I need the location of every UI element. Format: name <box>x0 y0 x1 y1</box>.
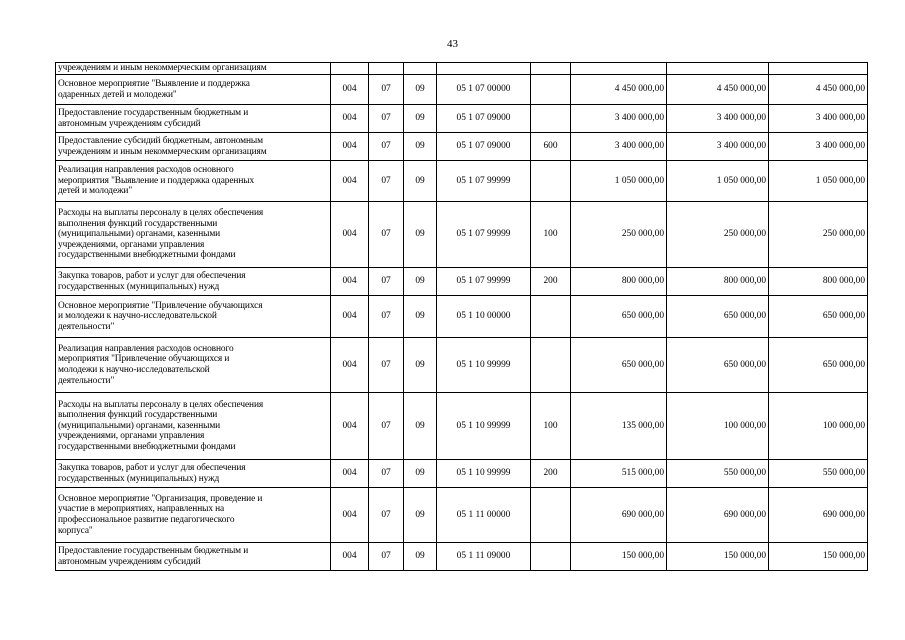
csr-cell: 05 1 07 09000 <box>437 105 531 133</box>
amount-year2-cell <box>667 63 769 75</box>
amount-year1-cell: 135 000,00 <box>571 393 667 460</box>
amount-year3-cell: 800 000,00 <box>769 268 868 296</box>
podrazdel-cell: 09 <box>404 75 437 105</box>
table-row <box>56 133 868 161</box>
csr-cell: 05 1 10 99999 <box>437 460 531 488</box>
amount-year1-cell: 515 000,00 <box>571 460 667 488</box>
amount-year3-cell <box>769 63 868 75</box>
csr-cell: 05 1 07 99999 <box>437 202 531 268</box>
podrazdel-cell: 09 <box>404 393 437 460</box>
amount-year2-cell: 800 000,00 <box>667 268 769 296</box>
amount-year2-cell: 550 000,00 <box>667 460 769 488</box>
ved-cell: 004 <box>331 393 369 460</box>
row-name-cell: Расходы на выплаты персоналу в целях обеспечения выполнения функций государственными (муниципальными) органами, казенными учреждениями, органами управления государственными внебюджетными фондами <box>56 202 331 268</box>
podrazdel-cell: 09 <box>404 105 437 133</box>
ved-cell: 004 <box>331 296 369 338</box>
row-name-cell: Закупка товаров, работ и услуг для обеспечения государственных (муниципальных) нужд <box>56 460 331 488</box>
table-row <box>56 338 868 393</box>
razdel-cell: 07 <box>369 133 404 161</box>
vr-cell <box>531 63 571 75</box>
podrazdel-cell: 09 <box>404 543 437 571</box>
row-name-cell: Основное мероприятие "Привлечение обучающихся и молодежи к научно-исследовательской деятельности" <box>56 296 331 338</box>
amount-year1-cell: 650 000,00 <box>571 296 667 338</box>
razdel-cell: 07 <box>369 268 404 296</box>
row-name-cell: Реализация направления расходов основного мероприятия "Выявление и поддержка одаренных детей и молодежи" <box>56 161 331 202</box>
amount-year3-cell: 650 000,00 <box>769 296 868 338</box>
amount-year3-cell: 4 450 000,00 <box>769 75 868 105</box>
table-row <box>56 296 868 338</box>
csr-cell: 05 1 07 99999 <box>437 268 531 296</box>
row-name-cell: Основное мероприятие "Выявление и поддержка одаренных детей и молодежи" <box>56 75 331 105</box>
amount-year1-cell: 3 400 000,00 <box>571 105 667 133</box>
amount-year1-cell: 3 400 000,00 <box>571 133 667 161</box>
ved-cell: 004 <box>331 202 369 268</box>
razdel-cell: 07 <box>369 105 404 133</box>
row-name-cell: Предоставление государственным бюджетным и автономным учреждениям субсидий <box>56 543 331 571</box>
vr-cell: 200 <box>531 460 571 488</box>
ved-cell: 004 <box>331 488 369 543</box>
row-name-cell: учреждениям и иным некоммерческим организациям <box>56 63 331 75</box>
amount-year2-cell: 3 400 000,00 <box>667 133 769 161</box>
table-row <box>56 105 868 133</box>
amount-year1-cell: 150 000,00 <box>571 543 667 571</box>
amount-year2-cell: 690 000,00 <box>667 488 769 543</box>
amount-year3-cell: 690 000,00 <box>769 488 868 543</box>
amount-year3-cell: 3 400 000,00 <box>769 133 868 161</box>
podrazdel-cell: 09 <box>404 268 437 296</box>
vr-cell <box>531 161 571 202</box>
amount-year1-cell: 250 000,00 <box>571 202 667 268</box>
table-row <box>56 543 868 571</box>
vr-cell <box>531 105 571 133</box>
amount-year1-cell: 690 000,00 <box>571 488 667 543</box>
table-row <box>56 268 868 296</box>
amount-year3-cell: 100 000,00 <box>769 393 868 460</box>
amount-year2-cell: 3 400 000,00 <box>667 105 769 133</box>
razdel-cell: 07 <box>369 202 404 268</box>
table-row <box>56 460 868 488</box>
row-name-cell: Закупка товаров, работ и услуг для обеспечения государственных (муниципальных) нужд <box>56 268 331 296</box>
razdel-cell: 07 <box>369 393 404 460</box>
amount-year2-cell: 100 000,00 <box>667 393 769 460</box>
amount-year1-cell: 800 000,00 <box>571 268 667 296</box>
razdel-cell: 07 <box>369 161 404 202</box>
vr-cell <box>531 488 571 543</box>
razdel-cell <box>369 63 404 75</box>
amount-year3-cell: 150 000,00 <box>769 543 868 571</box>
amount-year2-cell: 250 000,00 <box>667 202 769 268</box>
amount-year2-cell: 150 000,00 <box>667 543 769 571</box>
amount-year2-cell: 4 450 000,00 <box>667 75 769 105</box>
razdel-cell: 07 <box>369 338 404 393</box>
vr-cell: 200 <box>531 268 571 296</box>
razdel-cell: 07 <box>369 543 404 571</box>
page-number: 43 <box>447 38 458 50</box>
podrazdel-cell <box>404 63 437 75</box>
vr-cell: 100 <box>531 202 571 268</box>
row-name-cell: Расходы на выплаты персоналу в целях обеспечения выполнения функций государственными (муниципальными) органами, казенными учреждениями, органами управления государственными внебюджетными фондами <box>56 393 331 460</box>
amount-year3-cell: 3 400 000,00 <box>769 105 868 133</box>
ved-cell: 004 <box>331 133 369 161</box>
podrazdel-cell: 09 <box>404 460 437 488</box>
podrazdel-cell: 09 <box>404 488 437 543</box>
table-row <box>56 393 868 460</box>
table-row <box>56 161 868 202</box>
vr-cell <box>531 75 571 105</box>
podrazdel-cell: 09 <box>404 133 437 161</box>
vr-cell <box>531 296 571 338</box>
podrazdel-cell: 09 <box>404 338 437 393</box>
table-row <box>56 75 868 105</box>
row-name-cell: Предоставление субсидий бюджетным, автономным учреждениям и иным некоммерческим организациям <box>56 133 331 161</box>
amount-year3-cell: 550 000,00 <box>769 460 868 488</box>
amount-year1-cell: 4 450 000,00 <box>571 75 667 105</box>
budget-table <box>55 62 868 571</box>
row-name-cell: Реализация направления расходов основного мероприятия "Привлечение обучающихся и молодежи к научно-исследовательской деятельности" <box>56 338 331 393</box>
amount-year3-cell: 1 050 000,00 <box>769 161 868 202</box>
ved-cell: 004 <box>331 268 369 296</box>
vr-cell: 100 <box>531 393 571 460</box>
csr-cell <box>437 63 531 75</box>
amount-year1-cell <box>571 63 667 75</box>
csr-cell: 05 1 07 99999 <box>437 161 531 202</box>
csr-cell: 05 1 10 99999 <box>437 393 531 460</box>
podrazdel-cell: 09 <box>404 296 437 338</box>
row-name-cell: Предоставление государственным бюджетным и автономным учреждениям субсидий <box>56 105 331 133</box>
podrazdel-cell: 09 <box>404 202 437 268</box>
amount-year3-cell: 650 000,00 <box>769 338 868 393</box>
vr-cell <box>531 543 571 571</box>
amount-year3-cell: 250 000,00 <box>769 202 868 268</box>
csr-cell: 05 1 07 00000 <box>437 75 531 105</box>
razdel-cell: 07 <box>369 488 404 543</box>
ved-cell <box>331 63 369 75</box>
ved-cell: 004 <box>331 105 369 133</box>
amount-year2-cell: 650 000,00 <box>667 296 769 338</box>
amount-year1-cell: 650 000,00 <box>571 338 667 393</box>
ved-cell: 004 <box>331 161 369 202</box>
podrazdel-cell: 09 <box>404 161 437 202</box>
ved-cell: 004 <box>331 75 369 105</box>
razdel-cell: 07 <box>369 75 404 105</box>
ved-cell: 004 <box>331 460 369 488</box>
amount-year1-cell: 1 050 000,00 <box>571 161 667 202</box>
vr-cell: 600 <box>531 133 571 161</box>
vr-cell <box>531 338 571 393</box>
table-row <box>56 488 868 543</box>
amount-year2-cell: 1 050 000,00 <box>667 161 769 202</box>
ved-cell: 004 <box>331 338 369 393</box>
csr-cell: 05 1 10 99999 <box>437 338 531 393</box>
csr-cell: 05 1 11 09000 <box>437 543 531 571</box>
amount-year2-cell: 650 000,00 <box>667 338 769 393</box>
razdel-cell: 07 <box>369 296 404 338</box>
csr-cell: 05 1 07 09000 <box>437 133 531 161</box>
row-name-cell: Основное мероприятие "Организация, проведение и участие в мероприятиях, направленных на профессиональное развитие педагогического корпуса" <box>56 488 331 543</box>
ved-cell: 004 <box>331 543 369 571</box>
table-row <box>56 202 868 268</box>
table-row <box>56 63 868 75</box>
csr-cell: 05 1 10 00000 <box>437 296 531 338</box>
razdel-cell: 07 <box>369 460 404 488</box>
csr-cell: 05 1 11 00000 <box>437 488 531 543</box>
